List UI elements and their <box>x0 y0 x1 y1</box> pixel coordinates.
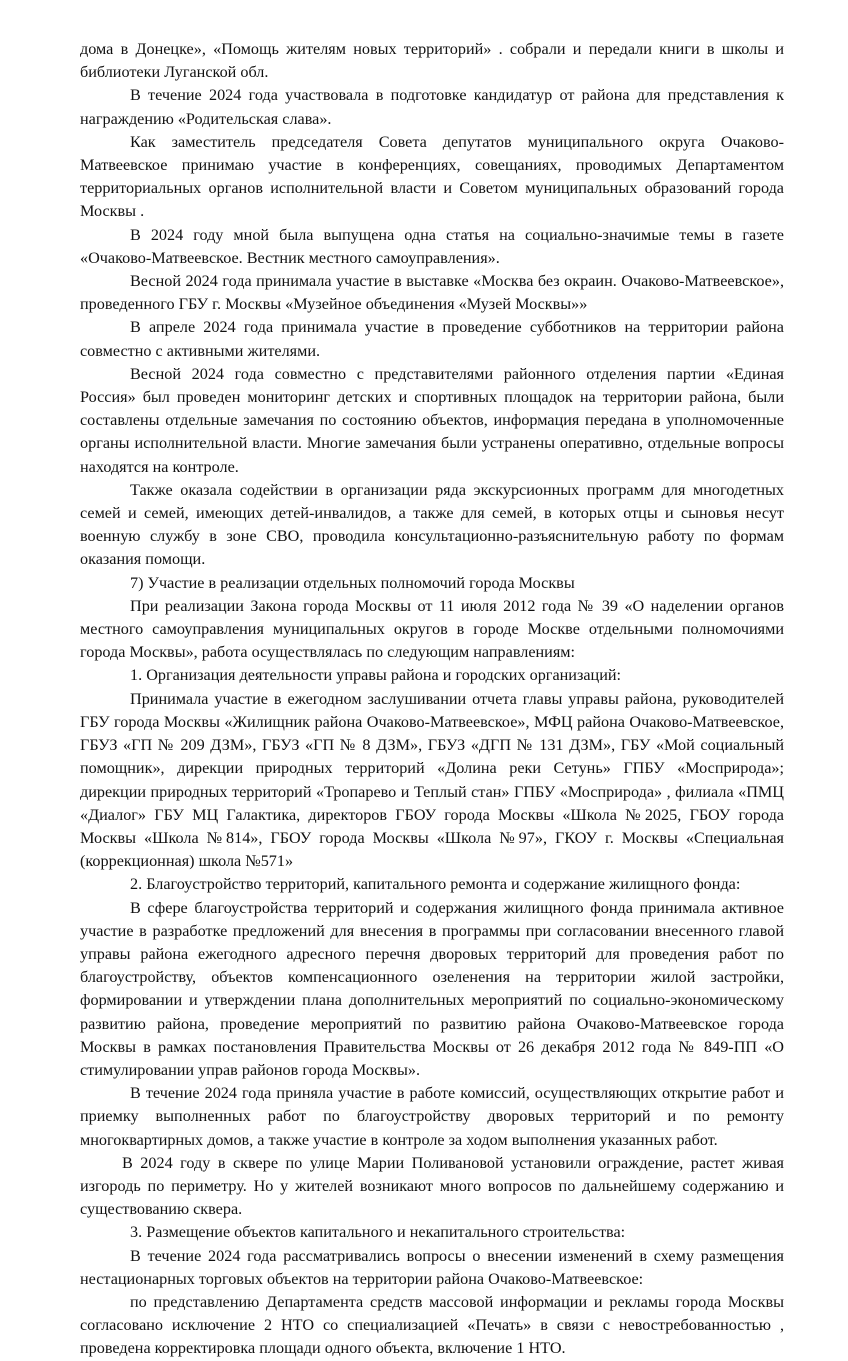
paragraph-nto-changes: по представлению Департамента средств массовой информации и рекламы города Москвы согласовано исключение 2 НТО со специализацией «Печать» в связи с невостребованностью , проведена корректировка площади одного объекта, включение 1 НТО. <box>80 1292 784 1358</box>
paragraph-moscow-law: При реализации Закона города Москвы от 11 июля 2012 года № 39 «О наделении органов местного самоуправления муниципальных округов в городе Москве отдельными полномочиями города Москвы», работа осуществлялась по следующим направлениям: <box>80 596 784 662</box>
paragraph-books-donation: дома в Донецке», «Помощь жителям новых территорий» . собрали и передали книги в школы и библиотеки Луганской обл. <box>80 40 784 82</box>
subsection-heading-1: 1. Организация деятельности управы района и городских организаций: <box>130 666 622 685</box>
section-heading-7: 7) Участие в реализации отдельных полномочий города Москвы <box>130 573 575 592</box>
paragraph-commissions: В течение 2024 года приняла участие в работе комиссий, осуществляющих открытие работ и приемку выполненных работ по благоустройству дворовых территорий и по ремонту многоквартирных домов, а также участие в контроле за ходом выполнения указанных работ. <box>80 1084 784 1149</box>
paragraph-newspaper-article: В 2024 году мной была выпущена одна статья на социально-значимые темы в газете «Очаково-Матвеевское. Вестник местного самоуправления». <box>80 225 784 267</box>
paragraph-nto-scheme: В течение 2024 года рассматривались вопросы о внесении изменений в схему размещения нестационарных торговых объектов на территории района Очаково-Матвеевское: <box>80 1246 784 1288</box>
paragraph-annual-reports: Принимала участие в ежегодном заслушивании отчета главы управы района, руководителей ГБУ города Москвы «Жилищник района Очаково-Матвеевское», МФЦ района Очаково-Матвеевское, ГБУЗ «ГП № 209 ДЗМ», ГБУЗ «ГП № 8 ДЗМ», ГБУЗ «ДГП № 131 ДЗМ», ГБУ «Мой социальный помощник», дирекции природных территорий «Долина реки Сетунь» ГПБУ «Мосприрода»; дирекции природных территорий «Тропарево и Теплый стан» ГПБУ «Мосприрода» , филиала «ПМЦ «Диалог» ГБУ МЦ Галактика, директоров ГБОУ города Москвы «Школа №2025, ГБОУ города Москвы «Школа №814», ГБОУ города Москвы «Школа №97», ГКОУ г. Москвы «Специальная (коррекционная) школа №571» <box>80 689 784 871</box>
paragraph-parental-glory: В течение 2024 года участвовала в подготовке кандидатур от района для представления к награждению «Родительская слава». <box>80 86 784 128</box>
paragraph-playground-monitoring: Весной 2024 года совместно с представителями районного отделения партии «Единая Россия» был проведен мониторинг детских и спортивных площадок на территории района, были составлены отдельные замечания по состоянию объектов, информация передана в уполномоченные органы исполнительной власти. Многие замечания были устранены оперативно, отдельные вопросы находятся на контроле. <box>80 364 784 476</box>
subsection-heading-2: 2. Благоустройство территорий, капитального ремонта и содержание жилищного фонда: <box>130 875 741 894</box>
document-page <box>80 38 784 1361</box>
subsection-heading-3: 3. Размещение объектов капитального и некапитального строительства: <box>130 1223 626 1242</box>
paragraph-square-fence: В 2024 году в сквере по улице Марии Поливановой установили ограждение, растет живая изгородь по периметру. Но у жителей возникают много вопросов по дальнейшему содержанию и существованию сквера. <box>80 1153 784 1219</box>
paragraph-council-deputy: Как заместитель председателя Совета депутатов муниципального округа Очаково-Матвеевское принимаю участие в конференциях, совещаниях, проводимых Департаментом территориальных органов исполнительной власти и Советом муниципальных образований города Москвы . <box>80 132 784 221</box>
paragraph-exhibition: Весной 2024 года принимала участие в выставке «Москва без окраин. Очаково-Матвеевское», проведенного ГБУ г. Москвы «Музейное объединения «Музей Москвы»» <box>80 272 784 314</box>
paragraph-subbotniks: В апреле 2024 года принимала участие в проведение субботников на территории района совместно с активными жителями. <box>80 318 784 360</box>
paragraph-improvement-programs: В сфере благоустройства территорий и содержания жилищного фонда принимала активное участие в разработке предложений для внесения в программы при согласовании внесенного главой управы района ежегодного адресного перечня дворовых территорий для проведения работ по благоустройству, объектов компенсационного озеленения на территории жилой застройки, формировании и утверждении плана дополнительных мероприятий по социально-экономическому развитию района, проведение мероприятий по развитию района Очаково-Матвеевское города Москвы в рамках постановления Правительства Москвы от 26 декабря 2012 года № 849-ПП «О стимулировании управ районов города Москвы». <box>80 898 784 1079</box>
paragraph-excursions: Также оказала содействии в организации ряда экскурсионных программ для многодетных семей и семей, имеющих детей-инвалидов, а также для семей, в которых отцы и сыновья несут военную службу в зоне СВО, проводила консультационно-разъяснительную работу по формам оказания помощи. <box>80 480 784 569</box>
